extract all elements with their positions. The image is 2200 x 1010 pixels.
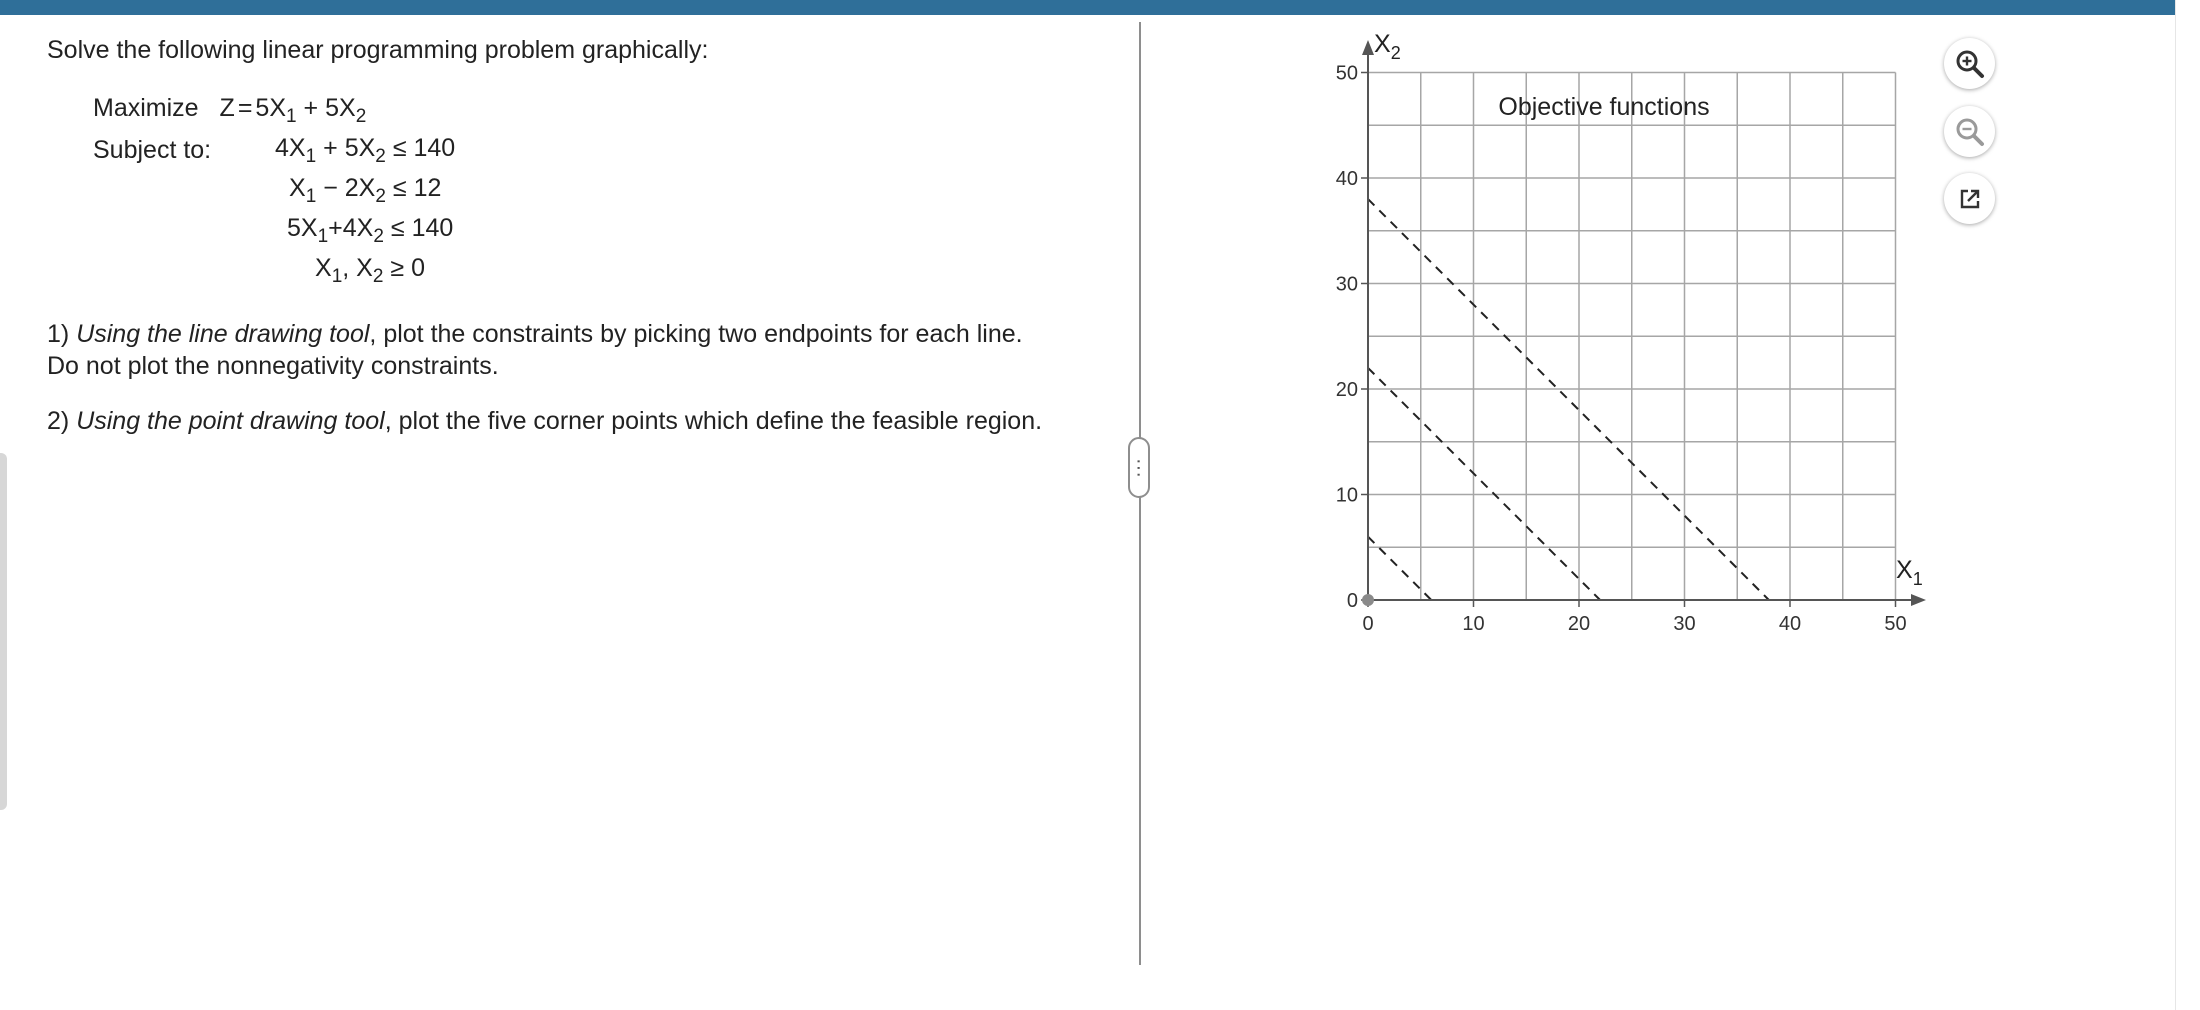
constraint-2: $X_1 - 2X_2 \le 12$ [289,174,442,207]
popout-button[interactable] [1944,173,1995,224]
panel-resize-handle[interactable]: ··· [1128,437,1150,498]
y-axis-label: $X_2$ [1374,30,1401,63]
instruction-step-1-line-2: Do not plot the nonnegativity constraints. [47,352,499,380]
y-tick-label: 0 [1346,590,1358,612]
objective-functions-label: Objective functions [1498,93,1710,121]
y-tick-label: 40 [1335,168,1358,190]
zoom-out-button[interactable] [1944,106,1995,157]
x-axis-arrow-icon [1911,594,1926,606]
x-tick-label: 30 [1673,613,1696,635]
zoom-in-icon [1953,47,1987,81]
subject-to-label: Subject to: [93,136,212,164]
objective-line-1 [1368,537,1431,600]
objective-line-3 [1368,199,1769,600]
right-scroll-strip [2175,0,2200,1010]
y-tick-label: 20 [1335,379,1358,401]
constraint-nonnegativity: $X_1$, $X_2 \ge 0$ [315,254,425,287]
y-tick-label: 10 [1335,484,1358,507]
x-axis-label: $X_1$ [1896,556,1923,589]
x-tick-label: 0 [1362,613,1374,635]
x-tick-label: 40 [1778,613,1802,635]
zoom-out-icon [1953,115,1987,149]
grid [1368,73,1896,601]
objective-expression: $Z = 5X_1 + 5X_2$ [219,94,367,127]
y-tick-label: 50 [1335,62,1358,85]
instruction-step-1: 1) Using the line drawing tool, plot the constraints by picking two endpoints for each line. Do not plot the nonnegativity constraints. [47,320,1023,380]
graph-svg[interactable] [1300,22,1940,642]
x-tick-label: 50 [1884,613,1907,635]
origin-point[interactable] [1362,594,1374,606]
y-tick-label: 30 [1335,273,1358,296]
maximize-label: Maximize [93,94,199,122]
instruction-step-2: 2) Using the point drawing tool, plot the five corner points which define the feasible region. [47,407,1043,435]
y-axis-arrow-icon [1362,40,1374,55]
objective-row [93,93,366,129]
x-tick-label: 20 [1567,613,1591,635]
top-bar [0,0,2175,15]
zoom-in-button[interactable] [1944,38,1995,89]
constraint-3: $5X_1+4X_2 \le 140$ [287,214,454,247]
graph-area[interactable] [1300,22,1940,642]
left-panel-tab[interactable] [0,453,7,810]
objective-lines [1368,199,1769,600]
objective-line-2 [1368,368,1600,600]
constraint-1: $4X_1 + 5X_2 \le 140$ [275,134,456,167]
external-link-icon [1955,184,1985,214]
question-title: Solve the following linear programming problem graphically: [47,36,709,64]
x-tick-label: 10 [1462,613,1485,635]
